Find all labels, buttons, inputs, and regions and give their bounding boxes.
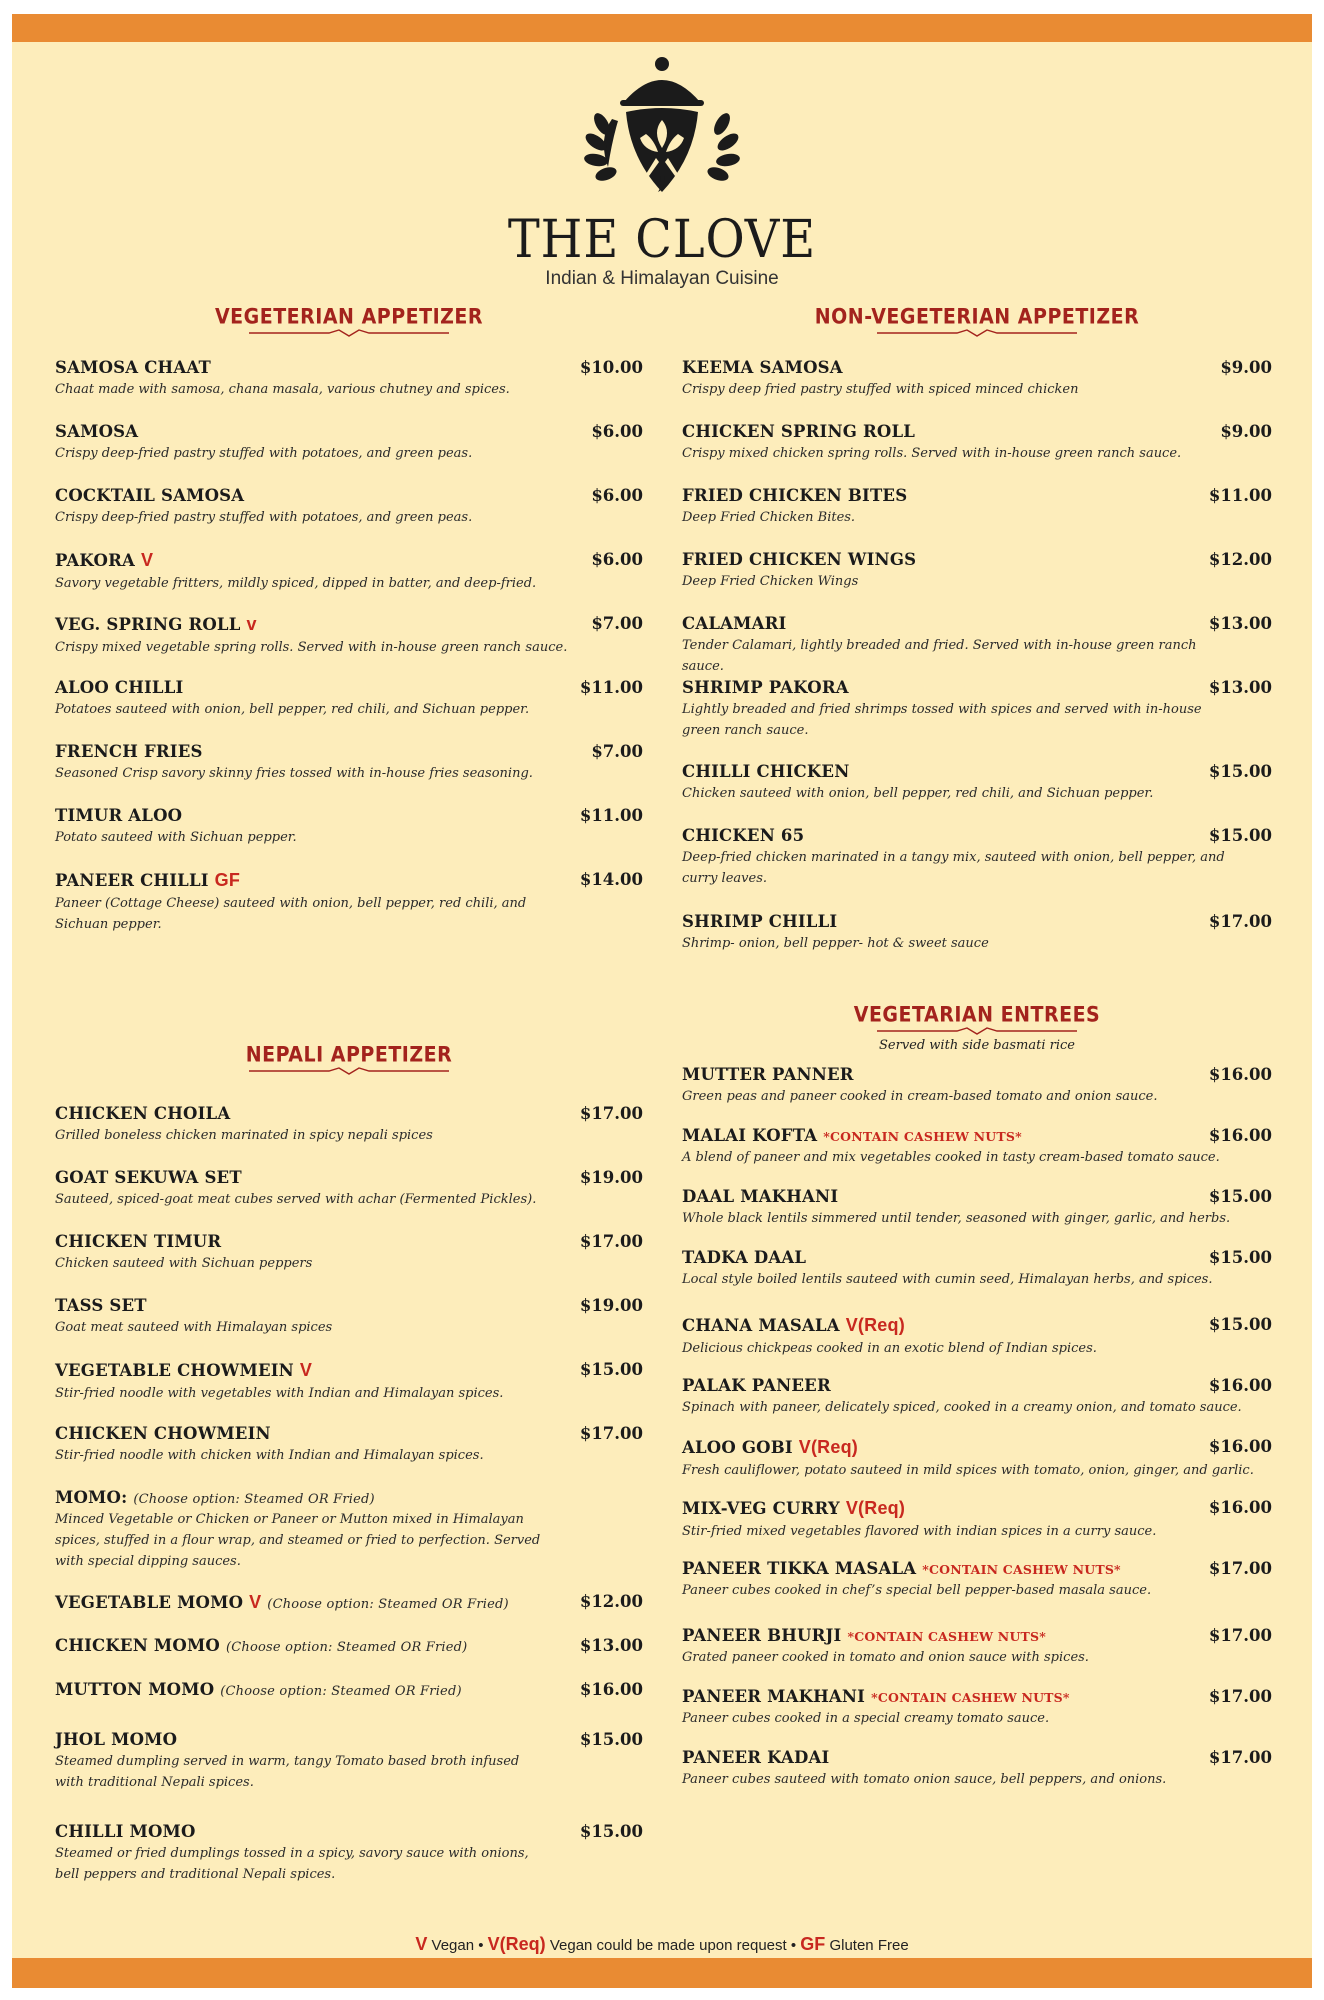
menu-item — [682, 678, 1272, 741]
item-description: Green peas and paneer cooked in cream-based tomato and onion sauce. — [682, 1089, 1158, 1104]
item-name-text: PANEER KADAI — [682, 1748, 830, 1767]
dietary-tag: v — [246, 614, 257, 634]
item-name-text: CHILLI MOMO — [55, 1822, 196, 1841]
option-note: (Choose option: Steamed OR Fried) — [225, 1640, 468, 1655]
item-name — [682, 762, 1272, 781]
item-name-text: PANEER MAKHANI — [682, 1687, 866, 1706]
item-price: $13.00 — [579, 1636, 643, 1655]
item-description: Potatoes sauteed with onion, bell pepper, red chili, and Sichuan pepper. — [55, 702, 530, 717]
item-price: $15.00 — [1208, 1187, 1272, 1206]
item-price: $6.00 — [591, 550, 643, 569]
nepali-appetizer-section — [55, 1044, 643, 1924]
item-description: Grated paneer cooked in tomato and onion sauce with spices. — [682, 1650, 1089, 1665]
item-description: Savory vegetable fritters, mildly spiced, dipped in batter, and deep-fried. — [55, 576, 537, 591]
legend-v-text: Vegan • — [431, 1937, 484, 1954]
dietary-tag: V — [140, 550, 154, 570]
item-name-text: MUTTER PANNER — [682, 1065, 854, 1084]
item-price: $17.00 — [579, 1424, 643, 1443]
menu-item — [55, 614, 643, 658]
option-note: (Choose option: Steamed OR Fried) — [133, 1492, 375, 1507]
item-name — [682, 550, 1272, 569]
item-price: $17.00 — [1208, 1687, 1272, 1706]
item-name — [682, 678, 1272, 697]
legend-vreq-text: Vegan could be made upon request • — [549, 1937, 797, 1954]
menu-item — [682, 1559, 1272, 1601]
item-name-text: SAMOSA — [55, 422, 139, 441]
item-description: Stir-fried mixed vegetables flavored with indian spices in a curry sauce. — [682, 1524, 1157, 1539]
item-description: Grilled boneless chicken marinated in spicy nepali spices — [55, 1128, 433, 1143]
legend-gf-tag: GF — [800, 1934, 826, 1954]
item-description: Crispy deep-fried pastry stuffed with potatoes, and green peas. — [55, 446, 473, 461]
item-name — [55, 806, 643, 825]
item-price: $14.00 — [579, 870, 643, 889]
item-name — [55, 1822, 643, 1841]
allergen-note: *CONTAIN CASHEW NUTS* — [871, 1690, 1070, 1705]
item-description: Chicken sauteed with Sichuan peppers — [55, 1256, 313, 1271]
item-name — [682, 1626, 1272, 1645]
item-price: $15.00 — [1208, 1248, 1272, 1267]
item-description: Paneer cubes cooked in a special creamy tomato sauce. — [682, 1711, 1050, 1726]
menu-page — [12, 14, 1312, 1988]
item-name — [682, 1748, 1272, 1767]
menu-item — [55, 1232, 643, 1274]
item-name-text: VEG. SPRING ROLL — [55, 615, 241, 634]
item-description: Sauteed, spiced-goat meat cubes served with achar (Fermented Pickles). — [55, 1192, 537, 1207]
menu-item — [682, 422, 1272, 464]
item-name — [682, 358, 1272, 377]
item-name-text: CHICKEN SPRING ROLL — [682, 422, 916, 441]
item-name-text: CHICKEN CHOWMEIN — [55, 1424, 271, 1443]
item-name — [55, 742, 643, 761]
item-name — [55, 1360, 643, 1381]
item-price: $12.00 — [579, 1592, 643, 1611]
item-name-text: CHICKEN MOMO — [55, 1636, 220, 1655]
menu-item — [682, 1126, 1272, 1168]
item-price: $16.00 — [1208, 1376, 1272, 1395]
item-name-text: FRIED CHICKEN BITES — [682, 486, 908, 505]
item-price: $15.00 — [1208, 1315, 1272, 1334]
item-price: $15.00 — [1208, 762, 1272, 781]
item-name-text: CALAMARI — [682, 614, 787, 633]
menu-item — [682, 1626, 1272, 1668]
item-description: Deep-fried chicken marinated in a tangy mix, sauteed with onion, bell pepper, and curry leaves. — [682, 850, 1225, 886]
item-description: Minced Vegetable or Chicken or Paneer or Mutton mixed in Himalayan spices, stuffed in a flour wrap, and steamed or fried to perfection. Served with special dipping sauces. — [55, 1512, 541, 1569]
item-name-text: COCKTAIL SAMOSA — [55, 486, 245, 505]
item-name-text: CHICKEN 65 — [682, 826, 805, 845]
menu-item — [682, 1187, 1272, 1229]
item-name-text: FRENCH FRIES — [55, 742, 203, 761]
menu-item — [55, 870, 643, 935]
item-name — [55, 1168, 643, 1187]
item-price: $9.00 — [1220, 422, 1272, 441]
item-name-text: CHICKEN TIMUR — [55, 1232, 222, 1251]
item-price: $17.00 — [1208, 912, 1272, 931]
item-name — [682, 1315, 1272, 1336]
item-price: $7.00 — [591, 614, 643, 633]
item-name — [682, 1065, 1272, 1084]
item-description: Stir-fried noodle with vegetables with Indian and Himalayan spices. — [55, 1386, 504, 1401]
item-price: $16.00 — [1208, 1437, 1272, 1456]
item-name-text: TADKA DAAL — [682, 1248, 807, 1267]
item-price: $17.00 — [579, 1232, 643, 1251]
dietary-tag: V(Req) — [845, 1315, 905, 1335]
item-description: Seasoned Crisp savory skinny fries tossed with in-house fries seasoning. — [55, 766, 533, 781]
item-price: $16.00 — [579, 1680, 643, 1699]
item-name — [682, 1498, 1272, 1519]
item-name — [682, 912, 1272, 931]
item-name-text: JHOL MOMO — [55, 1730, 178, 1749]
item-name — [55, 1636, 643, 1655]
item-name — [55, 1592, 643, 1613]
item-name — [55, 1232, 643, 1251]
dietary-tag: V(Req) — [798, 1437, 858, 1457]
item-price: $17.00 — [1208, 1626, 1272, 1645]
menu-item — [55, 1822, 643, 1885]
item-description: Goat meat sauteed with Himalayan spices — [55, 1320, 333, 1335]
item-price: $19.00 — [579, 1168, 643, 1187]
item-name-text: VEGETABLE MOMO — [55, 1593, 244, 1612]
item-name-text: ALOO CHILLI — [55, 678, 184, 697]
menu-item — [682, 912, 1272, 954]
item-description: Paneer cubes sauteed with tomato onion sauce, bell peppers, and onions. — [682, 1772, 1167, 1787]
dietary-tag: GF — [214, 870, 241, 890]
item-price: $9.00 — [1220, 358, 1272, 377]
legend-vreq-tag: V(Req) — [487, 1934, 546, 1954]
menu-item — [682, 826, 1272, 889]
menu-item — [55, 806, 643, 848]
item-name — [55, 1680, 643, 1699]
menu-item — [682, 1748, 1272, 1790]
menu-item — [682, 550, 1272, 592]
item-price: $16.00 — [1208, 1498, 1272, 1517]
item-description: Tender Calamari, lightly breaded and fried. Served with in-house green ranch sauce. — [682, 638, 1197, 674]
item-name-text: SHRIMP CHILLI — [682, 912, 838, 931]
item-name — [55, 486, 643, 505]
item-description: Deep Fried Chicken Wings — [682, 574, 859, 589]
menu-item — [55, 1636, 643, 1655]
menu-item — [682, 1498, 1272, 1542]
item-name — [682, 1126, 1272, 1145]
item-name-text: VEGETABLE CHOWMEIN — [55, 1361, 294, 1380]
item-name-text: ALOO GOBI — [682, 1438, 793, 1457]
item-price: $7.00 — [591, 742, 643, 761]
item-price: $15.00 — [579, 1822, 643, 1841]
brand-name: THE CLOVE — [507, 210, 817, 270]
item-name-text: TASS SET — [55, 1296, 147, 1315]
item-price: $13.00 — [1208, 614, 1272, 633]
flourish-icon — [249, 1066, 449, 1076]
item-name — [55, 1296, 643, 1315]
item-name — [682, 1437, 1272, 1458]
item-description: Lightly breaded and fried shrimps tossed with spices and served with in-house green ranch sauce. — [682, 702, 1202, 738]
menu-item — [55, 742, 643, 784]
item-name-text: SAMOSA CHAAT — [55, 358, 211, 377]
item-name — [55, 1730, 643, 1749]
item-description: Steamed dumpling served in warm, tangy Tomato based broth infused with traditional Nepali spices. — [55, 1754, 520, 1790]
item-price: $6.00 — [591, 422, 643, 441]
menu-item — [55, 486, 643, 528]
menu-item — [682, 1065, 1272, 1107]
item-description: Crispy deep-fried pastry stuffed with potatoes, and green peas. — [55, 510, 473, 525]
item-name-text: CHICKEN CHOILA — [55, 1104, 231, 1123]
bottom-band — [12, 1958, 1312, 1988]
item-name — [682, 1187, 1272, 1206]
item-description: Shrimp- onion, bell pepper- hot & sweet sauce — [682, 936, 989, 951]
item-description: Paneer (Cottage Cheese) sauteed with onion, bell pepper, red chili, and Sichuan pepper. — [55, 896, 527, 932]
item-description: Potato sauteed with Sichuan pepper. — [55, 830, 297, 845]
item-price: $13.00 — [1208, 678, 1272, 697]
menu-item — [682, 358, 1272, 400]
menu-item — [682, 1437, 1272, 1481]
item-name-text: PANEER CHILLI — [55, 871, 209, 890]
item-description: Crispy mixed chicken spring rolls. Served with in-house green ranch sauce. — [682, 446, 1182, 461]
menu-item — [682, 614, 1272, 677]
item-description: Whole black lentils simmered until tender, seasoned with ginger, garlic, and herbs. — [682, 1211, 1231, 1226]
item-name — [682, 486, 1272, 505]
veg-entrees-section — [682, 1004, 1272, 1824]
section-note: Served with side basmati rice — [879, 1038, 1075, 1053]
item-name — [682, 1687, 1272, 1706]
menu-item — [682, 1376, 1272, 1418]
item-name-text: CHILLI CHICKEN — [682, 762, 850, 781]
menu-item — [682, 1687, 1272, 1729]
item-name — [682, 826, 1272, 845]
item-name — [682, 1559, 1272, 1578]
item-name-text: DAAL MAKHANI — [682, 1187, 839, 1206]
item-price: $15.00 — [579, 1360, 643, 1379]
item-name-text: GOAT SEKUWA SET — [55, 1168, 242, 1187]
option-note: (Choose option: Steamed OR Fried) — [220, 1684, 462, 1699]
item-price: $6.00 — [591, 486, 643, 505]
item-price: $12.00 — [1208, 550, 1272, 569]
menu-item — [55, 1168, 643, 1210]
item-name — [55, 550, 643, 571]
dietary-legend — [12, 1934, 1312, 1955]
item-price: $16.00 — [1208, 1065, 1272, 1084]
menu-item — [682, 1248, 1272, 1290]
item-price: $11.00 — [1208, 486, 1272, 505]
menu-item — [55, 1296, 643, 1338]
menu-item — [55, 1730, 643, 1793]
item-price: $17.00 — [579, 1104, 643, 1123]
item-name — [55, 870, 643, 891]
cloche-lotus-logo-icon — [572, 54, 752, 204]
flourish-icon — [249, 328, 449, 338]
item-name-text: TIMUR ALOO — [55, 806, 183, 825]
item-name — [682, 1376, 1272, 1395]
legend-gf-text: Gluten Free — [829, 1937, 909, 1954]
section-title: VEGETARIAN ENTREES — [853, 1002, 1101, 1028]
menu-item — [682, 1315, 1272, 1359]
item-name-text: PALAK PANEER — [682, 1376, 831, 1395]
veg-appetizer-section — [55, 306, 643, 986]
brand-tagline: Indian & Himalayan Cuisine — [545, 268, 779, 289]
allergen-note: *CONTAIN CASHEW NUTS* — [922, 1562, 1121, 1577]
item-name-text: MOMO: — [55, 1488, 128, 1507]
item-price: $15.00 — [1208, 826, 1272, 845]
section-title: VEGETERIAN APPETIZER — [214, 304, 484, 330]
item-price: $11.00 — [579, 678, 643, 697]
item-name-text: PAKORA — [55, 551, 135, 570]
allergen-note: *CONTAIN CASHEW NUTS* — [847, 1629, 1047, 1644]
menu-item — [55, 1680, 643, 1699]
item-name-text: SHRIMP PAKORA — [682, 678, 849, 697]
item-description: Steamed or fried dumplings tossed in a spicy, savory sauce with onions, bell peppers and traditional Nepali spices. — [55, 1846, 529, 1882]
item-name — [55, 614, 643, 635]
dietary-tag: V(Req) — [845, 1498, 906, 1518]
item-name — [55, 422, 643, 441]
item-description: Fresh cauliflower, potato sauteed in mild spices with tomato, onion, ginger, and garlic. — [682, 1463, 1254, 1478]
allergen-note: *CONTAIN CASHEW NUTS* — [823, 1129, 1022, 1144]
item-description: A blend of paneer and mix vegetables cooked in tasty cream-based tomato sauce. — [682, 1150, 1220, 1165]
item-name — [682, 422, 1272, 441]
item-name-text: KEEMA SAMOSA — [682, 358, 843, 377]
nonveg-appetizer-section — [682, 306, 1272, 1006]
item-name-text: PANEER BHURJI — [682, 1626, 842, 1645]
option-note: (Choose option: Steamed OR Fried) — [267, 1597, 509, 1612]
item-name-text: PANEER TIKKA MASALA — [682, 1559, 917, 1578]
item-name — [55, 678, 643, 697]
item-description: Deep Fried Chicken Bites. — [682, 510, 856, 525]
menu-item — [55, 1360, 643, 1404]
item-description: Chaat made with samosa, chana masala, various chutney and spices. — [55, 382, 510, 397]
menu-item — [55, 358, 643, 400]
menu-item — [682, 486, 1272, 528]
flourish-icon — [877, 1026, 1077, 1036]
item-description: Delicious chickpeas cooked in an exotic blend of Indian spices. — [682, 1341, 1097, 1356]
item-name — [55, 1104, 643, 1123]
menu-item — [55, 1424, 643, 1466]
item-description: Stir-fried noodle with chicken with Indian and Himalayan spices. — [55, 1448, 484, 1463]
dietary-tag: V — [299, 1360, 313, 1380]
item-description: Crispy mixed vegetable spring rolls. Served with in-house green ranch sauce. — [55, 640, 568, 655]
menu-item — [55, 550, 643, 594]
menu-item — [682, 762, 1272, 804]
item-price: $11.00 — [579, 806, 643, 825]
item-name-text: MIX-VEG CURRY — [682, 1499, 840, 1518]
menu-item — [55, 678, 643, 720]
item-price: $10.00 — [579, 358, 643, 377]
menu-item — [55, 1592, 643, 1613]
item-price: $16.00 — [1208, 1126, 1272, 1145]
top-band — [12, 14, 1312, 42]
item-name — [55, 358, 643, 377]
logo — [12, 54, 1312, 290]
momo-item — [55, 1488, 643, 1572]
menu-item — [55, 1104, 643, 1146]
item-description: Chicken sauteed with onion, bell pepper, red chili, and Sichuan pepper. — [682, 786, 1154, 801]
item-description: Paneer cubes cooked in chef’s special bell pepper-based masala sauce. — [682, 1583, 1152, 1598]
item-name — [682, 614, 1272, 633]
item-price: $17.00 — [1208, 1559, 1272, 1578]
flourish-icon — [877, 328, 1077, 338]
item-name — [682, 1248, 1272, 1267]
item-name-text: MALAI KOFTA — [682, 1126, 818, 1145]
item-description: Spinach with paneer, delicately spiced, cooked in a creamy onion, and tomato sauce. — [682, 1400, 1242, 1415]
item-description: Crispy deep fried pastry stuffed with spiced minced chicken — [682, 382, 1079, 397]
section-title: NEPALI APPETIZER — [245, 1042, 453, 1068]
legend-v-tag: V — [415, 1934, 428, 1954]
item-name-text: FRIED CHICKEN WINGS — [682, 550, 917, 569]
item-description: Local style boiled lentils sauteed with cumin seed, Himalayan herbs, and spices. — [682, 1272, 1213, 1287]
item-price: $19.00 — [579, 1296, 643, 1315]
item-name — [55, 1424, 643, 1443]
menu-item — [55, 422, 643, 464]
dietary-tag: V — [249, 1592, 262, 1612]
item-name-text: MUTTON MOMO — [55, 1680, 215, 1699]
item-name — [55, 1488, 643, 1507]
item-price: $15.00 — [579, 1730, 643, 1749]
section-title: NON-VEGETERIAN APPETIZER — [814, 304, 1140, 330]
item-price: $17.00 — [1208, 1748, 1272, 1767]
item-name-text: CHANA MASALA — [682, 1316, 840, 1335]
